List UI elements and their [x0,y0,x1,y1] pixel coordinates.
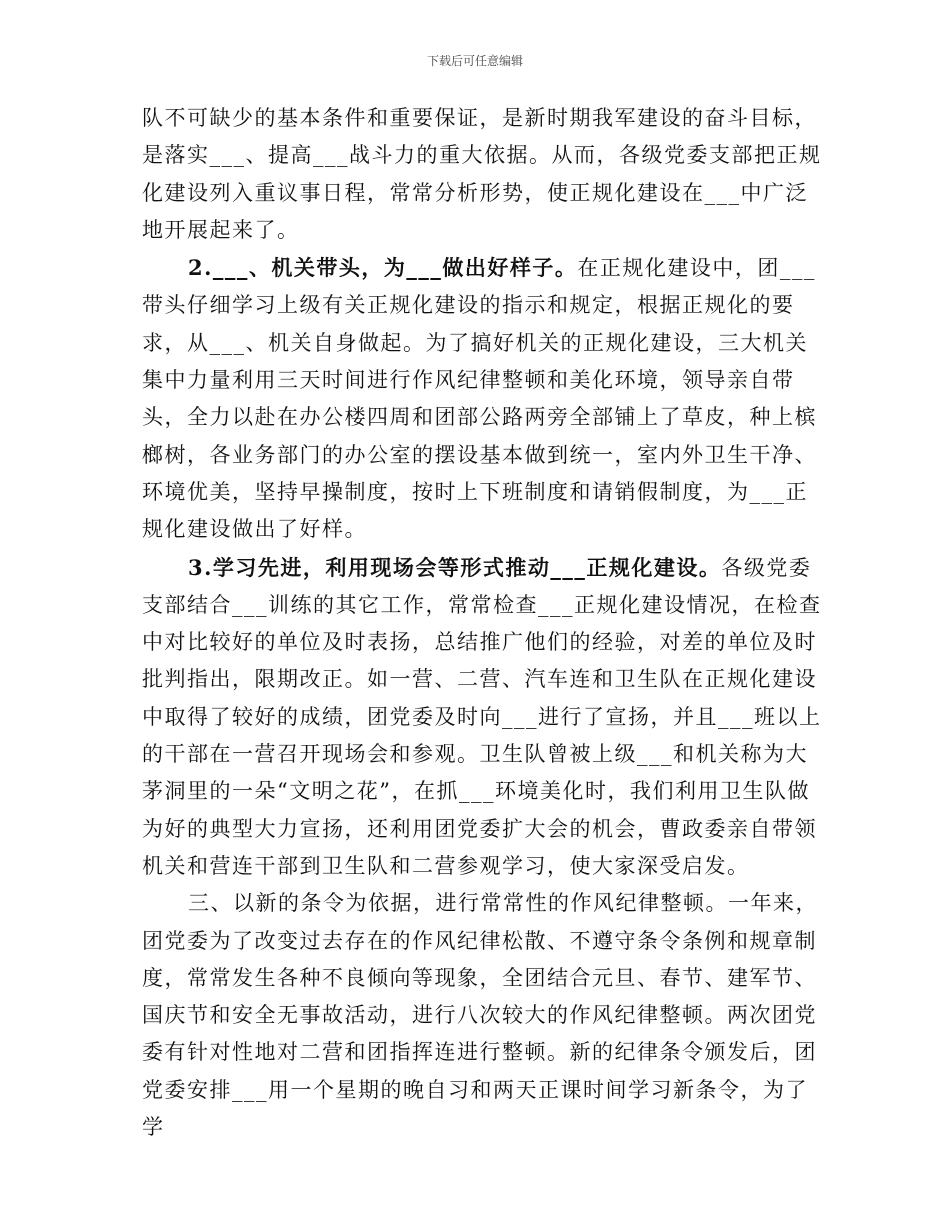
paragraph-heading: 3.学习先进，利用现场会等形式推动___正规化建设。 [188,554,722,580]
paragraph-heading: 2.___、机关带头，为___做出好样子。 [188,255,578,281]
paragraph-text: 队不可缺少的基本条件和重要保证，是新时期我军建设的奋斗目标，是落实___、提高___战斗力的重大依据。从而，各级党委支部把正规化建设列入重议事日程，常常分析形势，使正规化建设在___中广泛地开展起来了。 [142,106,822,242]
paragraph-text: 三、以新的条令为依据，进行常常性的作风纪律整顿。一年来，团党委为了改变过去存在的作风纪律松散、不遵守条令条例和规章制度，常常发生各种不良倾向等现象，全团结合元旦、春节、建军节、国庆节和安全无事故活动，进行八次较大的作风纪律整顿。两次团党委有针对性地对二营和团指挥连进行整顿。新的纪律条令颁发后，团党委安排___用一个星期的晚自习和两天正课时间学习新条令，为了学 [142,891,818,1140]
page-header: 下载后可任意编辑 [426,54,523,68]
paragraph-text: 在正规化建设中，团___带头仔细学习上级有关正规化建设的指示和规定，根据正规化的要求，从___、机关自身做起。为了搞好机关的正规化建设，三大机关集中力量利用三天时间进行作风纪律整顿和美化环境，领导亲自带头，全力以赴在办公楼四周和团部公路两旁全部铺上了草皮，种上槟榔树，各业务部门的办公室的摆设基本做到统一，室内外卫生干净、环境优美，坚持早操制度，按时上下班制度和请销假制度，为___正规化建设做出了好样。 [142,256,817,542]
paragraph-continuation [142,100,822,249]
document-body [142,100,822,1146]
paragraph-2 [142,249,822,548]
paragraph-section-3 [142,885,822,1146]
paragraph-3 [142,549,822,886]
paragraph-text: 各级党委支部结合___训练的其它工作，常常检查___正规化建设情况，在检查中对比较好的单位及时表扬，总结推广他们的经验，对差的单位及时批判指出，限期改正。如一营、二营、汽车连和卫生队在正规化建设中取得了较好的成绩，团党委及时向___进行了宣扬，并且___班以上的干部在一营召开现场会和参观。卫生队曾被上级___和机关称为大茅洞里的一朵“文明之花”，在抓___环境美化时，我们利用卫生队做为好的典型大力宣扬，还利用团党委扩大会的机会，曹政委亲自带领机关和营连干部到卫生队和二营参观学习，使大家深受启发。 [142,555,822,878]
